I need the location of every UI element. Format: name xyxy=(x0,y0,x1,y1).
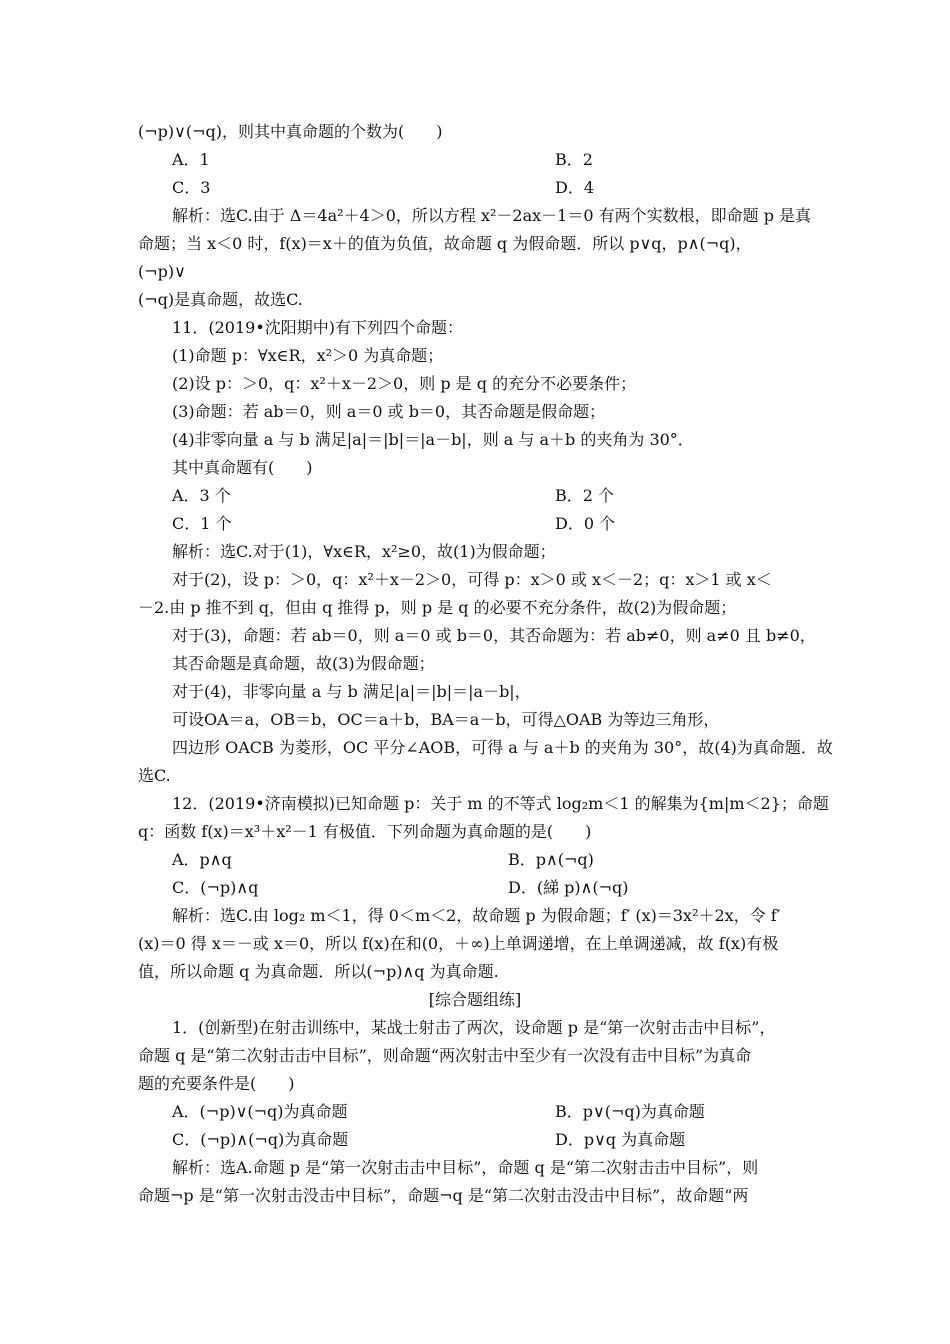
option-a: A．p∧q xyxy=(172,850,232,869)
proposition-line: (3)命题：若 ab＝0，则 a＝0 或 b＝0，其否命题是假命题； xyxy=(172,402,606,421)
question-11-stem: 11．(2019•沈阳期中)有下列四个命题： xyxy=(172,318,464,337)
solution-line: 对于(4)，非零向量 a 与 b 满足|a|＝|b|＝|a－b|， xyxy=(172,682,531,701)
solution-line: (x)＝0 得 x＝－或 x＝0，所以 f(x)在和(0，＋∞)上单调递增，在上单调递减，故 f(x)有极 xyxy=(138,934,779,953)
proposition-line: (4)非零向量 a 与 b 满足|a|＝|b|＝|a－b|，则 a 与 a＋b 的夹角为 30°． xyxy=(172,430,694,449)
solution-line: 可设OA＝a，OB＝b，OC＝a＋b，BA＝a－b，可得△OAB 为等边三角形， xyxy=(172,710,720,729)
solution-line: (¬p)∨ xyxy=(138,262,186,281)
question-1-stem: 1．(创新型)在射击训练中，某战士射击了两次，设命题 p 是“第一次射击击中目标”， xyxy=(172,1018,776,1037)
option-c: C．3 xyxy=(172,178,211,197)
option-c: C．(¬p)∧q xyxy=(172,878,259,897)
option-c: C．(¬p)∧(¬q)为真命题 xyxy=(172,1130,349,1149)
option-c: C．1 个 xyxy=(172,514,232,533)
solution-line: 对于(3)，命题：若 ab＝0，则 a＝0 或 b＝0，其否命题为：若 ab≠0，则 a≠0 且 b≠0， xyxy=(172,626,816,645)
solution-line: －2.由 p 推不到 q，但由 q 推得 p，则 p 是 q 的必要不充分条件，故(2)为假命题； xyxy=(138,598,737,617)
question-12-stem: 12．(2019•济南模拟)已知命题 p：关于 m 的不等式 log₂m＜1 的解集为{m|m＜2}；命题 xyxy=(172,794,829,813)
question-1-stem: 题的充要条件是( ) xyxy=(138,1074,295,1093)
option-d: D．4 xyxy=(555,178,595,197)
option-b: B．p∨(¬q)为真命题 xyxy=(555,1102,705,1121)
solution-line: 四边形 OACB 为菱形，OC 平分∠AOB，可得 a 与 a＋b 的夹角为 30°，故(4)为真命题．故 xyxy=(172,738,833,757)
text-line: 其中真命题有( ) xyxy=(172,458,313,477)
solution-line: 命题¬p 是“第一次射击没击中目标”，命题¬q 是“第二次射击没击中目标”，故命题“两 xyxy=(138,1186,749,1205)
solution-line: 选C. xyxy=(138,766,171,785)
text-line: (¬p)∨(¬q)，则其中真命题的个数为( ) xyxy=(138,122,443,141)
option-d: D．p∨q 为真命题 xyxy=(555,1130,686,1149)
solution-line: 解析：选C.由于 Δ＝4a²＋4＞0，所以方程 x²－2ax－1＝0 有两个实数根，即命题 p 是真 xyxy=(172,206,812,225)
option-a: A．1 xyxy=(172,150,210,169)
solution-line: (¬q)是真命题，故选C. xyxy=(138,290,303,309)
solution-line: 对于(2)，设 p：＞0，q：x²＋x－2＞0，可得 p：x＞0 或 x＜－2；q：x＞1 或 x＜ xyxy=(172,570,772,589)
option-a: A．3 个 xyxy=(172,486,231,505)
solution-line: 命题；当 x＜0 时，f(x)＝x＋的值为负值，故命题 q 为假命题．所以 p∨q，p∧(¬q)， xyxy=(138,234,752,253)
solution-line: 解析：选A.命题 p 是“第一次射击击中目标”，命题 q 是“第二次射击击中目标”，则 xyxy=(172,1158,759,1177)
proposition-line: (1)命题 p：∀x∈R，x²＞0 为真命题； xyxy=(172,346,444,365)
solution-line: 值，所以命题 q 为真命题．所以(¬p)∧q 为真命题. xyxy=(138,962,499,981)
section-heading: [综合题组练] xyxy=(428,990,522,1009)
option-d: D．(綈 p)∧(¬q) xyxy=(508,878,629,897)
question-12-stem: q：函数 f(x)＝x³＋x²－1 有极值．下列命题为真命题的是( ) xyxy=(138,822,592,841)
solution-line: 解析：选C.对于(1)，∀x∈R，x²≥0，故(1)为假命题； xyxy=(172,542,556,561)
option-b: B．2 xyxy=(555,150,593,169)
question-1-stem: 命题 q 是“第二次射击击中目标”，则命题“两次射击中至少有一次没有击中目标”为真命 xyxy=(138,1046,752,1065)
option-b: B．2 个 xyxy=(555,486,615,505)
proposition-line: (2)设 p：＞0，q：x²＋x－2＞0，则 p 是 q 的充分不必要条件； xyxy=(172,374,637,393)
solution-line: 其否命题是真命题，故(3)为假命题； xyxy=(172,654,435,673)
option-d: D．0 个 xyxy=(555,514,616,533)
option-b: B．p∧(¬q) xyxy=(508,850,594,869)
solution-line: 解析：选C.由 log₂ m＜1，得 0＜m＜2，故命题 p 为假命题；f′ (x)＝3x²＋2x，令 f′ xyxy=(172,906,781,925)
option-a: A．(¬p)∨(¬q)为真命题 xyxy=(172,1102,348,1121)
